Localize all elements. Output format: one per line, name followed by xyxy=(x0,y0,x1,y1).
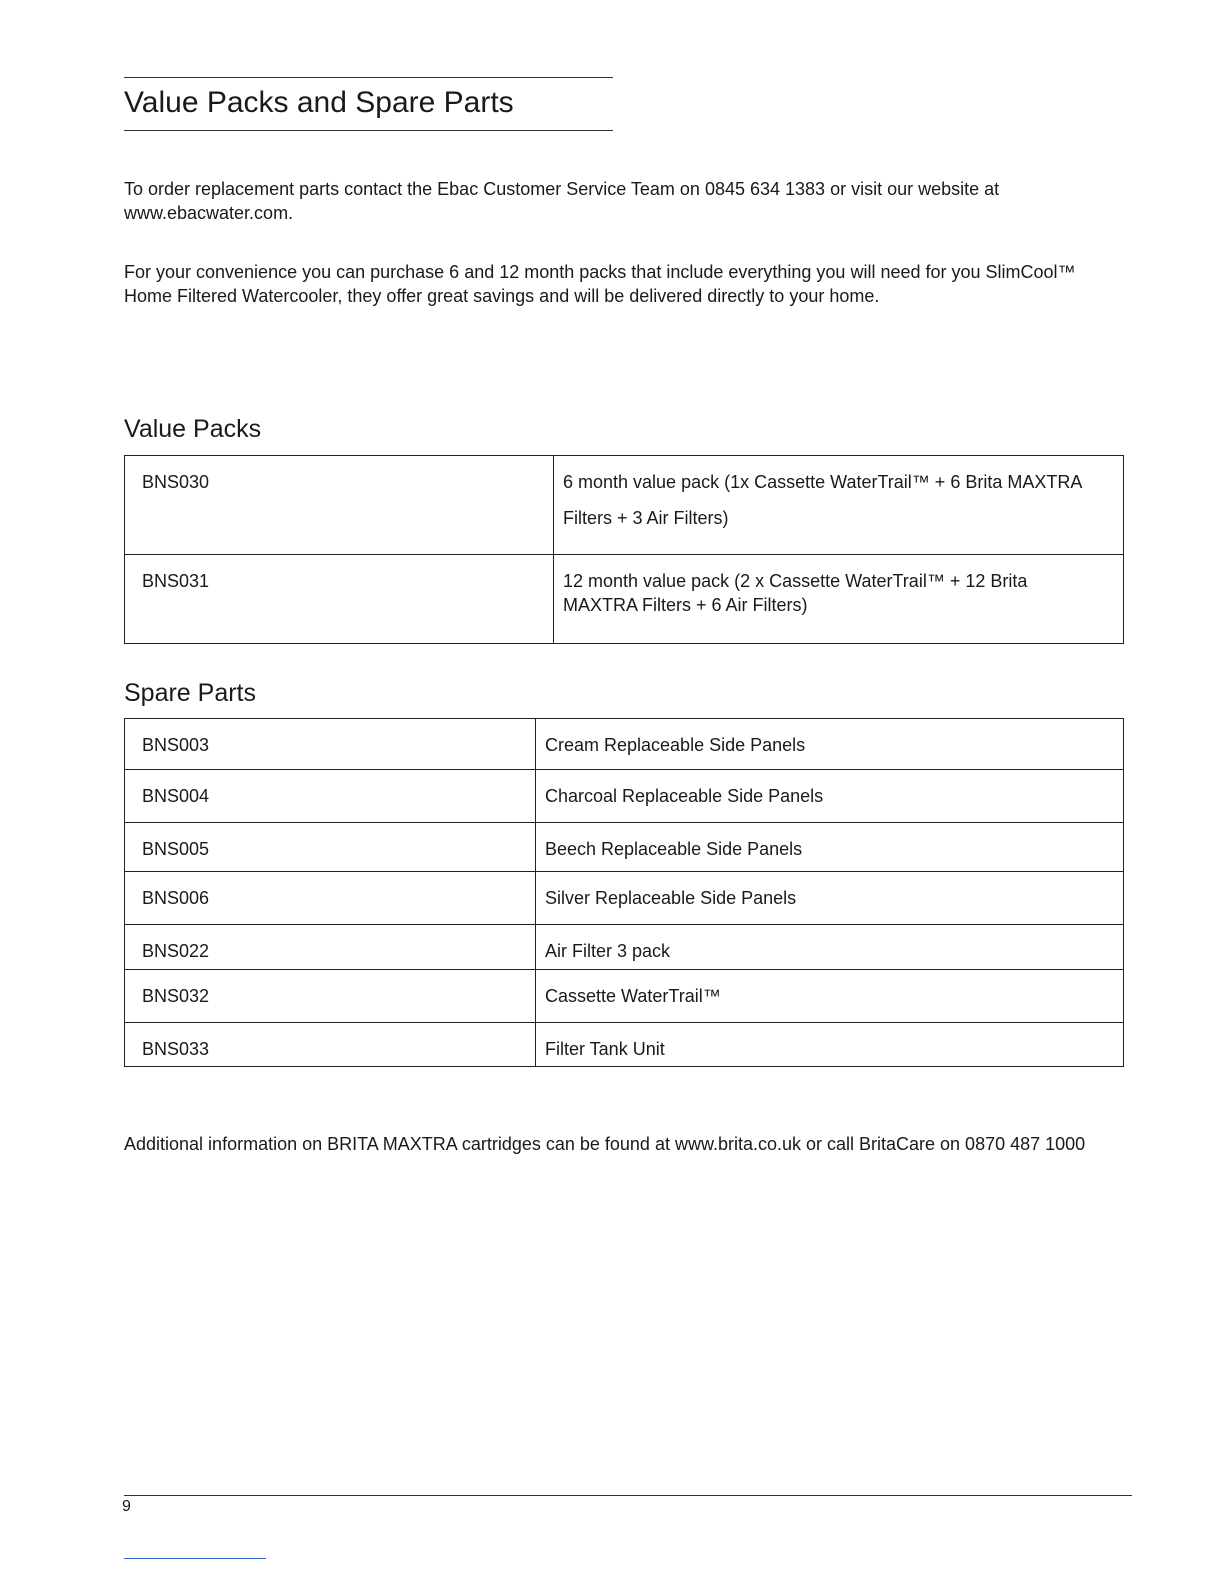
part-code: BNS022 xyxy=(125,925,536,970)
table-row xyxy=(125,555,1124,644)
footer-rule xyxy=(124,1495,1132,1496)
part-code: BNS004 xyxy=(125,770,536,823)
part-description: 12 month value pack (2 x Cassette WaterTrail™ + 12 Brita MAXTRA Filters + 6 Air Filters) xyxy=(554,555,1124,644)
value-packs-heading: Value Packs xyxy=(124,415,262,443)
part-description: Air Filter 3 pack xyxy=(536,925,1124,970)
part-code: BNS003 xyxy=(125,719,536,770)
title-top-rule xyxy=(124,77,613,78)
part-description: Cream Replaceable Side Panels xyxy=(536,719,1124,770)
table-row xyxy=(125,970,1124,1023)
page-number: 9 xyxy=(122,1498,131,1515)
brita-info-paragraph: Additional information on BRITA MAXTRA cartridges can be found at www.brita.co.uk or call BritaCare on 0870 487 1000 xyxy=(124,1134,1086,1154)
part-description xyxy=(554,456,1124,555)
part-code: BNS033 xyxy=(125,1023,536,1067)
table-row xyxy=(125,823,1124,872)
spare-parts-heading: Spare Parts xyxy=(124,679,257,707)
part-description: Cassette WaterTrail™ xyxy=(536,970,1124,1023)
part-description: Beech Replaceable Side Panels xyxy=(536,823,1124,872)
table-row xyxy=(125,872,1124,925)
title-bottom-rule xyxy=(124,130,613,131)
footnote-separator xyxy=(124,1558,266,1559)
part-description: Silver Replaceable Side Panels xyxy=(536,872,1124,925)
part-code: BNS005 xyxy=(125,823,536,872)
part-code: BNS032 xyxy=(125,970,536,1023)
table-row xyxy=(125,456,1124,555)
table-row xyxy=(125,770,1124,823)
ordering-info-paragraph: To order replacement parts contact the Ebac Customer Service Team on 0845 634 1383 or visit our website at www.ebacwater.com. xyxy=(124,179,1000,223)
part-code: BNS031 xyxy=(125,555,554,644)
value-packs-info-paragraph: For your convenience you can purchase 6 and 12 month packs that include everything you will need for you SlimCool™ Home Filtered Watercooler, they offer great savings and will be delivered directly to your home. xyxy=(124,262,1076,306)
table-row xyxy=(125,719,1124,770)
part-description: Charcoal Replaceable Side Panels xyxy=(536,770,1124,823)
page-title: Value Packs and Spare Parts xyxy=(124,86,514,119)
spare-parts-table xyxy=(124,718,1124,1067)
table-row xyxy=(125,1023,1124,1067)
part-code: BNS006 xyxy=(125,872,536,925)
part-description-text: 6 month value pack (1x Cassette WaterTrail™ + 6 Brita MAXTRA Filters + 3 Air Filters) xyxy=(563,472,1082,528)
part-code: BNS030 xyxy=(125,456,554,555)
part-description: Filter Tank Unit xyxy=(536,1023,1124,1067)
table-row xyxy=(125,925,1124,970)
value-packs-table xyxy=(124,455,1124,644)
